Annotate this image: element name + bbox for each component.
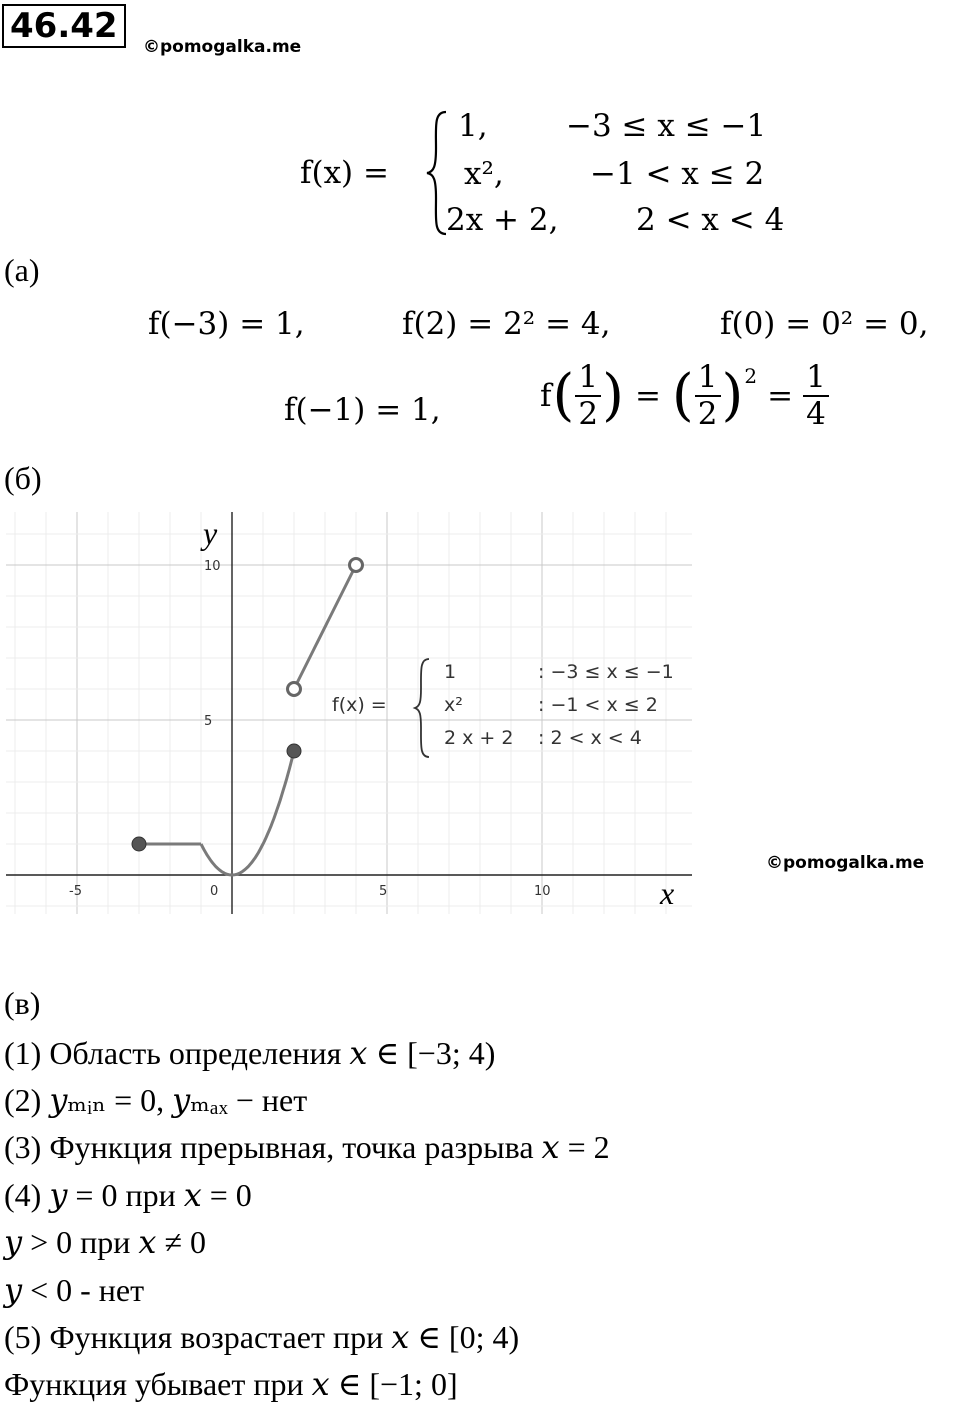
legend-case-2-cond: : −1 < x ≤ 2 (538, 694, 658, 716)
case-3-expr: 2x + 2, (446, 202, 559, 238)
definition-lhs: f(x) = (300, 155, 389, 191)
case-1-cond: −3 ≤ x ≤ −1 (566, 108, 767, 144)
exponent: 2 (744, 364, 758, 388)
y-tick-label: 5 (204, 714, 213, 729)
f-0: f(0) = 0² = 0, (720, 306, 929, 342)
case-3-cond: 2 < x < 4 (636, 202, 785, 238)
item-decreasing: Функция убывает при 𝑥 ∈ [−1; 0] (4, 1366, 458, 1402)
half-fraction-2: $\frac{1}{2}$ (695, 362, 721, 430)
legend-case-3-expr: 2 x + 2 (444, 727, 514, 749)
half-fraction: $\frac{1}{2}$ (575, 362, 601, 430)
item-continuity: (3) Функция прерывная, точка разрыва 𝑥 = 2 (4, 1129, 610, 1165)
problem-number: 46.42 (2, 4, 126, 48)
item-domain: (1) Область определения 𝑥 ∈ [−3; 4) (4, 1035, 496, 1071)
item-increasing: (5) Функция возрастает при 𝑥 ∈ [0; 4) (4, 1319, 520, 1355)
legend-lhs: f(x) = (332, 694, 387, 716)
legend-case-2-expr: x² (444, 694, 463, 716)
open-point (350, 559, 363, 572)
case-1-expr: 1, (458, 108, 488, 144)
part-a-label: (а) (4, 252, 40, 288)
x-tick-label: -5 (69, 884, 82, 899)
item-negative: 𝑦 < 0 - нет (4, 1272, 145, 1308)
x-tick-label: 0 (210, 884, 219, 899)
legend-case-3-cond: : 2 < x < 4 (538, 727, 642, 749)
f-symbol: f (540, 378, 552, 414)
part-c-label: (в) (4, 985, 41, 1021)
item-positive: 𝑦 > 0 при 𝑥 ≠ 0 (4, 1224, 206, 1260)
f-minus1: f(−1) = 1, (284, 392, 441, 428)
x-axis-label: x (660, 875, 675, 911)
filled-point (132, 837, 146, 851)
watermark: ©pomogalka.me (143, 37, 302, 57)
case-2-expr: x², (464, 156, 504, 192)
f-minus3: f(−3) = 1, (148, 306, 305, 342)
graph-watermark: ©pomogalka.me (766, 853, 925, 873)
legend-case-1-expr: 1 (444, 661, 457, 683)
result-fraction: $\frac{1}{4}$ (803, 362, 829, 430)
legend-case-1-cond: : −3 ≤ x ≤ −1 (538, 661, 674, 683)
f-half-expression: f ( $\frac{1}{2}$ ) = ( $\frac{1}{2}$ ) 2 = $\frac{1}{4}$ (540, 362, 829, 430)
y-tick-label: 10 (204, 559, 221, 574)
y-axis-label: y (203, 515, 218, 551)
part-b-label: (б) (4, 460, 42, 496)
filled-point (287, 744, 301, 758)
legend-brace-icon (412, 656, 434, 760)
case-2-cond: −1 < x ≤ 2 (590, 156, 765, 192)
open-point (288, 683, 301, 696)
x-tick-label: 5 (379, 884, 388, 899)
points (132, 559, 363, 852)
item-zero: (4) 𝑦 = 0 при 𝑥 = 0 (4, 1177, 252, 1213)
f-2: f(2) = 2² = 4, (402, 306, 611, 342)
x-tick-label: 10 (534, 884, 551, 899)
item-minmax: (2) 𝑦ₘᵢₙ = 0, 𝑦ₘₐₓ − нет (4, 1082, 308, 1118)
